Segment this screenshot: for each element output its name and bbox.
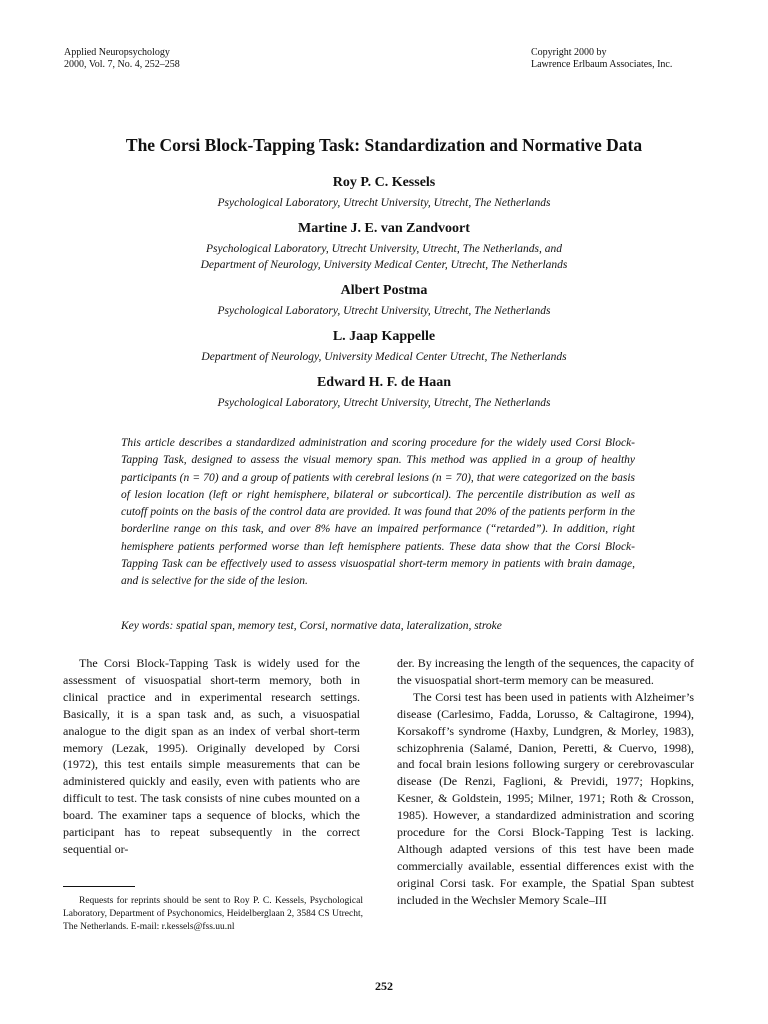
publisher-line: Lawrence Erlbaum Associates, Inc. xyxy=(531,59,673,70)
author-name: Albert Postma xyxy=(340,283,428,298)
author-block xyxy=(0,374,768,411)
body-column-right xyxy=(397,655,694,909)
keywords: Key words: spatial span, memory test, Corsi, normative data, lateralization, stroke xyxy=(121,620,502,632)
journal-volume: 2000, Vol. 7, No. 4, 252–258 xyxy=(64,59,180,70)
author-affiliation: Psychological Laboratory, Utrecht University, Utrecht, The Netherlands xyxy=(217,305,551,317)
article-title: The Corsi Block-Tapping Task: Standardization and Normative Data xyxy=(125,135,643,155)
body-paragraph: The Corsi Block-Tapping Task is widely used for the assessment of visuospatial short-term memory, both in clinical practice and in experimental research settings. Basically, it is a span task and, as such, a visuospatial analogue to the digit span as an index of verbal short-term memory (Lezak, 1995). Originally developed by Corsi (1972), this test entails simple measurements that can be administered quickly and easily, even with patients who are difficult to test. The task consists of nine cubes mounted on a board. The examiner taps a sequence of blocks, which the participant has to repeat subsequently in the correct sequential or- xyxy=(63,656,360,856)
author-name: Roy P. C. Kessels xyxy=(332,175,436,190)
author-list xyxy=(0,174,768,420)
body-paragraph: der. By increasing the length of the sequences, the capacity of the visuospatial short-term memory can be measured. xyxy=(397,656,694,687)
copyright-line: Copyright 2000 by xyxy=(531,47,607,58)
author-block xyxy=(0,282,768,319)
page-number: 252 xyxy=(375,979,393,993)
running-header-left xyxy=(64,47,180,71)
abstract: This article describes a standardized administration and scoring procedure for the widely used Corsi Block-Tapping Task, designed to assess the visual memory span. This method was applied in a group of healthy participants (n = 70) and a group of patients with cerebral lesions (n = 70), that were categorized on the basis of lesion location (left or right hemisphere, bilateral or subcortical). The percentile distribution as well as cutoff points on the basis of the control data are provided. It was found that 20% of the patients perform in the borderline range on this task, and over 8% have an impaired performance (“retarded”). In addition, right hemisphere patients performed worse than left hemisphere patients. These data show that the Corsi Block-Tapping Task can be effectively used to assess visuospatial short-term memory in patients with brain damage, and is selective for the side of the lesion. xyxy=(121,437,635,588)
author-block xyxy=(0,174,768,211)
body-column-left xyxy=(63,655,360,858)
author-name: Edward H. F. de Haan xyxy=(316,375,452,390)
footnote-text: Requests for reprints should be sent to Roy P. C. Kessels, Psychological Laboratory, Department of Psychonomics, Heidelberglaan 2, 3584 CS Utrecht, The Netherlands. E-mail: r.kessels@fss.uu.nl xyxy=(63,896,363,933)
author-affiliation: Psychological Laboratory, Utrecht University, Utrecht, The Netherlands xyxy=(217,197,551,209)
author-name: L. Jaap Kappelle xyxy=(332,329,436,344)
author-affiliation: Department of Neurology, University Medical Center, Utrecht, The Netherlands xyxy=(200,259,568,271)
body-paragraph: The Corsi test has been used in patients with Alzheimer’s disease (Carlesimo, Fadda, Lorusso, & Caltagirone, 1994), Korsakoff’s syndrome (Haxby, Lundgren, & Morley, 1983), schizophrenia (Salamé, Danion, Peretti, & Cuervo, 1998), and focal brain lesions following surgery or cerebrovascular disease (De Renzi, Faglioni, & Previdi, 1977; Hopkins, Kesner, & Goldstein, 1995; Milner, 1971; Roth & Crosson, 1985). However, a standardized administration and scoring procedure for the Corsi Block-Tapping Test is lacking. Although adapted versions of this test have been made commercially available, essential differences exist with the original Corsi task. For example, the Spatial Span subtest included in the Wechsler Memory Scale–III xyxy=(397,689,694,907)
author-name: Martine J. E. van Zandvoort xyxy=(298,221,470,236)
author-affiliation: Department of Neurology, University Medical Center Utrecht, The Netherlands xyxy=(201,351,567,363)
author-block xyxy=(0,220,768,273)
running-header-right xyxy=(531,47,672,71)
footnote xyxy=(63,895,363,935)
journal-name: Applied Neuropsychology xyxy=(64,47,170,58)
author-block xyxy=(0,328,768,365)
footnote-rule xyxy=(63,886,135,887)
author-affiliation: Psychological Laboratory, Utrecht University, Utrecht, The Netherlands, and xyxy=(206,243,562,255)
author-affiliation: Psychological Laboratory, Utrecht University, Utrecht, The Netherlands xyxy=(217,397,551,409)
